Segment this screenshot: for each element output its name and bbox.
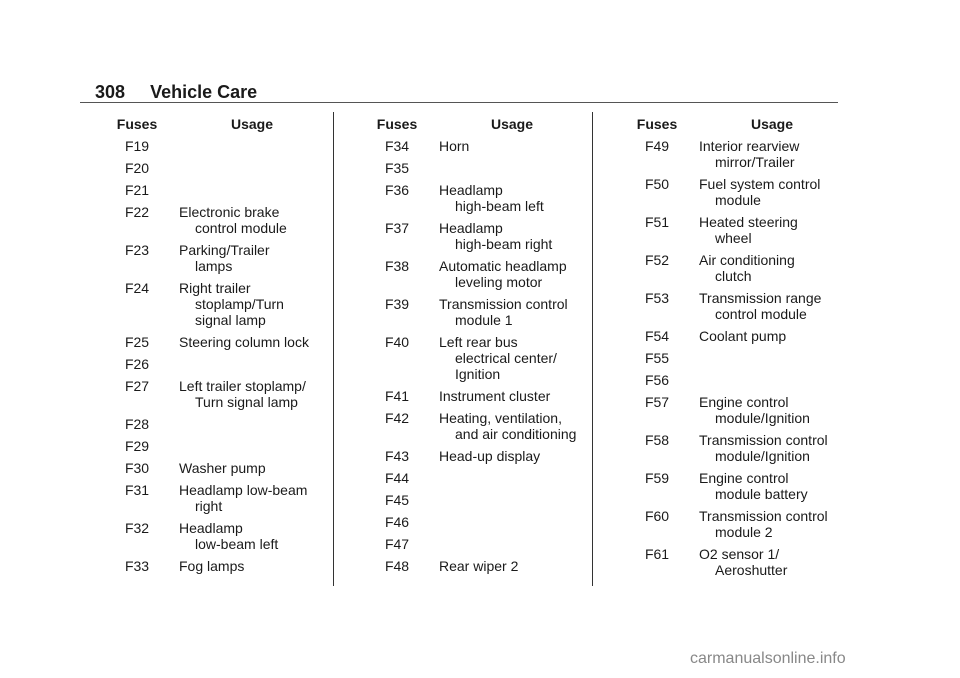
fuse-id: F24: [124, 280, 150, 296]
table-row: [355, 258, 615, 290]
table-row: [95, 160, 355, 176]
fuse-id: F43: [384, 448, 410, 464]
fuse-usage: [699, 350, 849, 366]
fuse-usage: [699, 546, 849, 578]
fuse-id: F40: [384, 334, 410, 350]
fuse-id: F30: [124, 460, 150, 476]
usage-line: control module: [195, 220, 287, 236]
usage-line: Ignition: [455, 366, 501, 382]
usage-line: Transmission control: [699, 508, 828, 524]
fuse-usage: [179, 482, 329, 514]
table-row: [95, 242, 355, 274]
table-row: [95, 460, 355, 476]
fuse-id: F20: [124, 160, 150, 176]
usage-line: Headlamp: [439, 220, 503, 236]
usage-line: Headlamp low-beam: [179, 482, 308, 498]
watermark: carmanualsonline.info: [690, 650, 846, 667]
fuse-id: F41: [384, 388, 410, 404]
fuse-id: F53: [644, 290, 670, 306]
table-row: [95, 138, 355, 154]
table-row: [95, 520, 355, 552]
table-row: [355, 334, 615, 382]
table-row: [355, 388, 615, 404]
fuse-id: F56: [644, 372, 670, 388]
fuse-id: F51: [644, 214, 670, 230]
usage-line: Coolant pump: [699, 328, 787, 344]
fuse-usage: [439, 258, 589, 290]
usage-line: Instrument cluster: [439, 388, 551, 404]
page-title: Vehicle Care: [150, 82, 258, 102]
fuse-table-column-3: [615, 116, 875, 584]
fuse-usage: [439, 514, 589, 530]
usage-line: Left trailer stoplamp/: [179, 378, 306, 394]
fuse-usage: [179, 204, 329, 236]
table-row: [615, 328, 875, 344]
fuse-usage: [439, 296, 589, 328]
usage-line: mirror/Trailer: [715, 154, 795, 170]
usage-header: Usage: [230, 116, 274, 132]
usage-line: leveling motor: [455, 274, 543, 290]
fuse-usage: [179, 356, 329, 372]
fuses-header: Fuses: [116, 116, 158, 132]
fuse-usage: [699, 252, 849, 284]
fuse-id: F22: [124, 204, 150, 220]
fuse-id: F46: [384, 514, 410, 530]
page-header: [95, 82, 257, 103]
fuse-usage: [439, 536, 589, 552]
usage-line: Fog lamps: [179, 558, 245, 574]
fuse-usage: [439, 470, 589, 486]
table-header: [355, 116, 615, 132]
table-row: [355, 220, 615, 252]
fuse-table-column-1: [95, 116, 355, 580]
fuse-id: F39: [384, 296, 410, 312]
table-row: [615, 214, 875, 246]
usage-line: low-beam left: [195, 536, 279, 552]
fuse-id: F52: [644, 252, 670, 268]
table-row: [355, 182, 615, 214]
fuse-usage: [699, 328, 849, 344]
usage-line: Headlamp: [439, 182, 503, 198]
fuse-id: F33: [124, 558, 150, 574]
usage-line: Aeroshutter: [715, 562, 788, 578]
fuse-id: F29: [124, 438, 150, 454]
table-row: [615, 252, 875, 284]
usage-line: signal lamp: [195, 312, 266, 328]
fuse-id: F31: [124, 482, 150, 498]
table-row: [95, 438, 355, 454]
usage-line: module: [715, 192, 761, 208]
usage-line: Air conditioning: [699, 252, 795, 268]
usage-line: stoplamp/Turn: [195, 296, 284, 312]
table-row: [95, 356, 355, 372]
table-row: [355, 138, 615, 154]
fuse-id: F21: [124, 182, 150, 198]
fuse-id: F23: [124, 242, 150, 258]
usage-line: Horn: [439, 138, 470, 154]
usage-line: Transmission range: [699, 290, 822, 306]
fuse-table-column-2: [355, 116, 615, 580]
table-row: [615, 432, 875, 464]
table-row: [615, 372, 875, 388]
fuse-usage: [439, 492, 589, 508]
table-row: [355, 492, 615, 508]
usage-header: Usage: [750, 116, 794, 132]
fuse-id: F25: [124, 334, 150, 350]
fuse-usage: [699, 290, 849, 322]
fuse-id: F48: [384, 558, 410, 574]
fuse-id: F26: [124, 356, 150, 372]
fuse-usage: [179, 280, 329, 328]
table-row: [95, 334, 355, 350]
usage-line: right: [195, 498, 223, 514]
fuse-usage: [699, 176, 849, 208]
fuse-usage: [179, 160, 329, 176]
fuse-usage: [439, 448, 589, 464]
fuse-id: F37: [384, 220, 410, 236]
fuse-usage: [179, 242, 329, 274]
fuse-usage: [699, 432, 849, 464]
fuse-usage: [699, 470, 849, 502]
table-header: [95, 116, 355, 132]
fuse-id: F44: [384, 470, 410, 486]
fuse-id: F19: [124, 138, 150, 154]
header-rule: [80, 102, 838, 103]
fuse-id: F42: [384, 410, 410, 426]
fuse-usage: [439, 182, 589, 214]
fuse-usage: [439, 138, 589, 154]
usage-line: module/Ignition: [715, 410, 810, 426]
fuse-usage: [439, 410, 589, 442]
fuse-id: F55: [644, 350, 670, 366]
page-number: 308: [95, 82, 126, 102]
usage-line: Rear wiper 2: [439, 558, 519, 574]
fuse-usage: [699, 508, 849, 540]
usage-header: Usage: [490, 116, 534, 132]
fuse-id: F27: [124, 378, 150, 394]
usage-line: Parking/Trailer: [179, 242, 270, 258]
fuse-usage: [179, 558, 329, 574]
usage-line: Electronic brake: [179, 204, 280, 220]
table-row: [355, 160, 615, 176]
table-row: [615, 138, 875, 170]
usage-line: Left rear bus: [439, 334, 518, 350]
fuse-usage: [179, 460, 329, 476]
fuse-usage: [439, 160, 589, 176]
table-row: [95, 204, 355, 236]
table-row: [95, 416, 355, 432]
table-row: [95, 482, 355, 514]
table-row: [615, 290, 875, 322]
fuse-id: F54: [644, 328, 670, 344]
fuse-id: F35: [384, 160, 410, 176]
usage-line: Interior rearview: [699, 138, 800, 154]
usage-line: Engine control: [699, 470, 789, 486]
table-row: [95, 378, 355, 410]
table-row: [95, 182, 355, 198]
usage-line: lamps: [195, 258, 233, 274]
usage-line: wheel: [715, 230, 752, 246]
fuses-header: Fuses: [376, 116, 418, 132]
fuse-id: F59: [644, 470, 670, 486]
fuse-usage: [179, 416, 329, 432]
table-row: [355, 536, 615, 552]
usage-line: high-beam right: [455, 236, 553, 252]
fuse-id: F57: [644, 394, 670, 410]
fuse-usage: [179, 438, 329, 454]
fuse-usage: [439, 388, 589, 404]
fuse-usage: [699, 214, 849, 246]
usage-line: module 2: [715, 524, 773, 540]
fuse-id: F36: [384, 182, 410, 198]
usage-line: Headlamp: [179, 520, 243, 536]
fuse-id: F34: [384, 138, 410, 154]
usage-line: module 1: [455, 312, 513, 328]
usage-line: clutch: [715, 268, 752, 284]
usage-line: module/Ignition: [715, 448, 810, 464]
usage-line: Engine control: [699, 394, 789, 410]
fuse-usage: [179, 182, 329, 198]
fuse-id: F49: [644, 138, 670, 154]
usage-line: Turn signal lamp: [195, 394, 298, 410]
table-row: [355, 470, 615, 486]
table-row: [615, 546, 875, 578]
fuse-id: F32: [124, 520, 150, 536]
usage-line: electrical center/: [455, 350, 557, 366]
usage-line: Head-up display: [439, 448, 541, 464]
fuse-id: F50: [644, 176, 670, 192]
fuses-header: Fuses: [636, 116, 678, 132]
fuse-usage: [699, 394, 849, 426]
usage-line: Transmission control: [699, 432, 828, 448]
fuse-usage: [179, 378, 329, 410]
table-row: [615, 394, 875, 426]
usage-line: control module: [715, 306, 807, 322]
table-row: [355, 558, 615, 574]
table-row: [95, 280, 355, 328]
fuse-usage: [179, 520, 329, 552]
table-row: [95, 558, 355, 574]
fuse-usage: [699, 138, 849, 170]
table-header: [615, 116, 875, 132]
table-row: [615, 176, 875, 208]
fuse-usage: [439, 220, 589, 252]
fuse-id: F28: [124, 416, 150, 432]
fuse-id: F45: [384, 492, 410, 508]
fuse-id: F60: [644, 508, 670, 524]
table-row: [615, 470, 875, 502]
usage-line: Right trailer: [179, 280, 251, 296]
usage-line: Transmission control: [439, 296, 568, 312]
table-row: [355, 514, 615, 530]
usage-line: Automatic headlamp: [439, 258, 567, 274]
table-row: [355, 448, 615, 464]
usage-line: Heated steering: [699, 214, 798, 230]
usage-line: Fuel system control: [699, 176, 821, 192]
usage-line: Steering column lock: [179, 334, 309, 350]
usage-line: O2 sensor 1/: [699, 546, 780, 562]
fuse-id: F47: [384, 536, 410, 552]
fuse-id: F38: [384, 258, 410, 274]
fuse-usage: [179, 334, 329, 350]
table-row: [615, 350, 875, 366]
fuse-id: F61: [644, 546, 670, 562]
usage-line: high-beam left: [455, 198, 544, 214]
fuse-usage: [439, 334, 589, 382]
usage-line: and air conditioning: [455, 426, 577, 442]
fuse-usage: [179, 138, 329, 154]
fuse-usage: [439, 558, 589, 574]
usage-line: Heating, ventilation,: [439, 410, 562, 426]
table-row: [355, 410, 615, 442]
usage-line: Washer pump: [179, 460, 266, 476]
fuse-usage: [699, 372, 849, 388]
table-row: [615, 508, 875, 540]
fuse-id: F58: [644, 432, 670, 448]
usage-line: module battery: [715, 486, 808, 502]
table-row: [355, 296, 615, 328]
